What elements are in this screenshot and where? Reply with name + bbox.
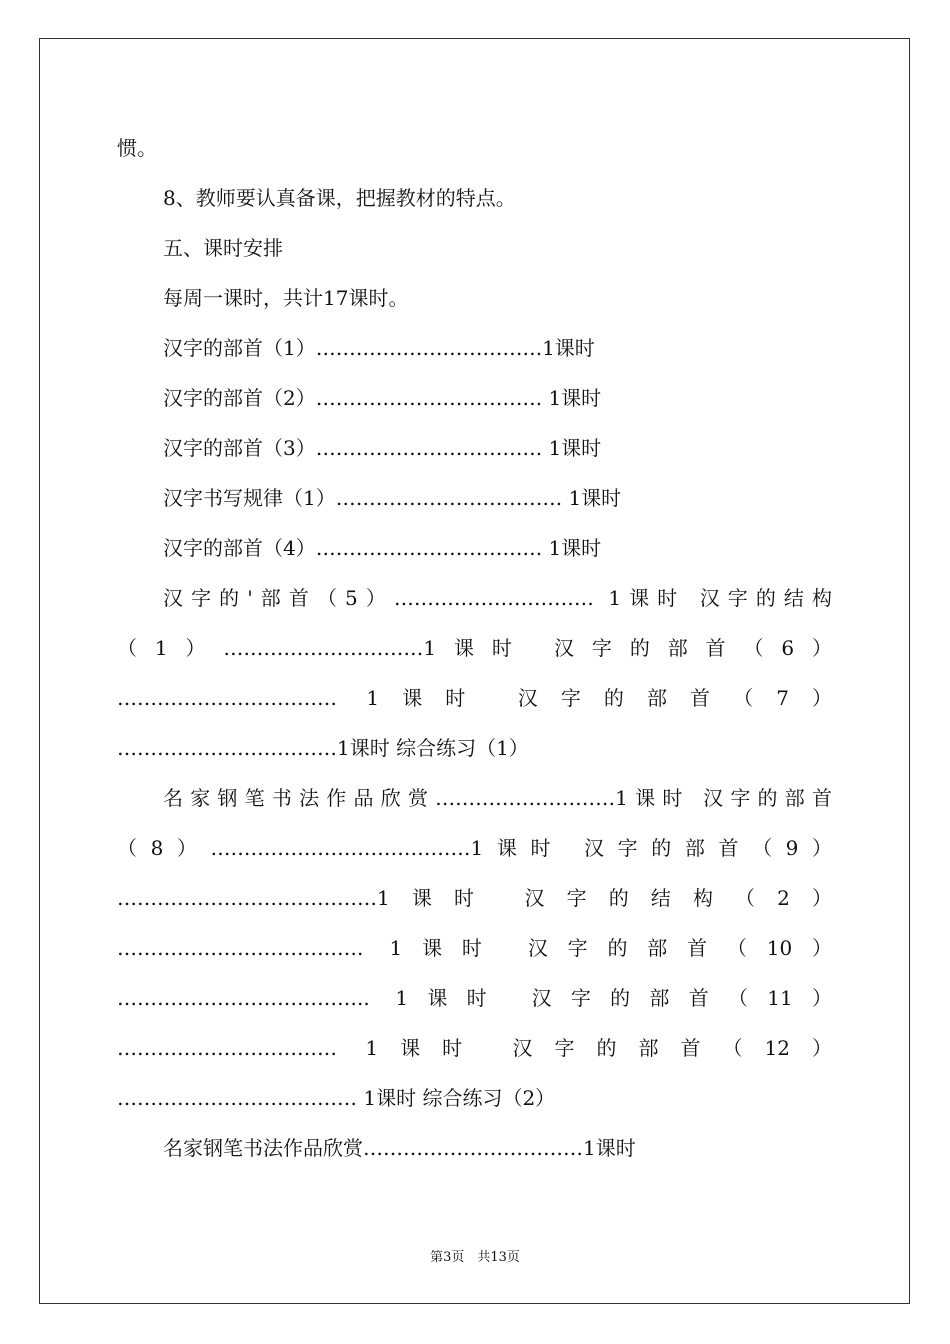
schedule-line: 汉字的部首（3）……………………………. 1课时 (163, 436, 602, 460)
schedule-line: ………………………………. 1课时 汉字的部首（10） (117, 936, 832, 960)
schedule-line: …………………………………1课时 汉字的结构（2） (117, 886, 832, 910)
schedule-line: ……………………………….. 1课时 汉字的部首（11） (117, 986, 832, 1010)
schedule-line: 汉字的部首（1）…………………………….1课时 (163, 336, 595, 360)
page-border (39, 38, 910, 1304)
text-line: 8、教师要认真备课，把握教材的特点。 (163, 186, 516, 210)
page-number: 第3页 共13页 (430, 1250, 520, 1265)
schedule-line: ……………………………1课时 综合练习（1） (117, 736, 529, 760)
schedule-line: 汉字书写规律（1）……………………………. 1课时 (163, 486, 622, 510)
schedule-line: 汉字的部首（4）……………………………. 1课时 (163, 536, 602, 560)
schedule-line: （1）…………………………1课时 汉字的部首（6） (117, 636, 832, 660)
schedule-line: …………………………… 1课时 汉字的部首（12） (117, 1036, 832, 1060)
schedule-line: 名家钢笔书法作品欣赏………………………1课时 汉字的部首 (163, 786, 832, 810)
schedule-line: 汉字的部首（2）……………………………. 1课时 (163, 386, 602, 410)
schedule-line: ……………………………… 1课时 综合练习（2） (117, 1086, 556, 1110)
text-line: 惯。 (117, 136, 157, 160)
text-line: 每周一课时，共计17课时。 (163, 286, 409, 310)
schedule-line: 汉字的'部首（5）………………………… 1课时 汉字的结构 (163, 586, 832, 610)
schedule-line: （8）…………………………………1课时 汉字的部首（9） (117, 836, 832, 860)
section-heading: 五、课时安排 (163, 236, 283, 260)
schedule-line: 名家钢笔书法作品欣赏……………………………1课时 (163, 1136, 636, 1160)
schedule-line: …………………………… 1课时 汉字的部首（7） (117, 686, 832, 710)
